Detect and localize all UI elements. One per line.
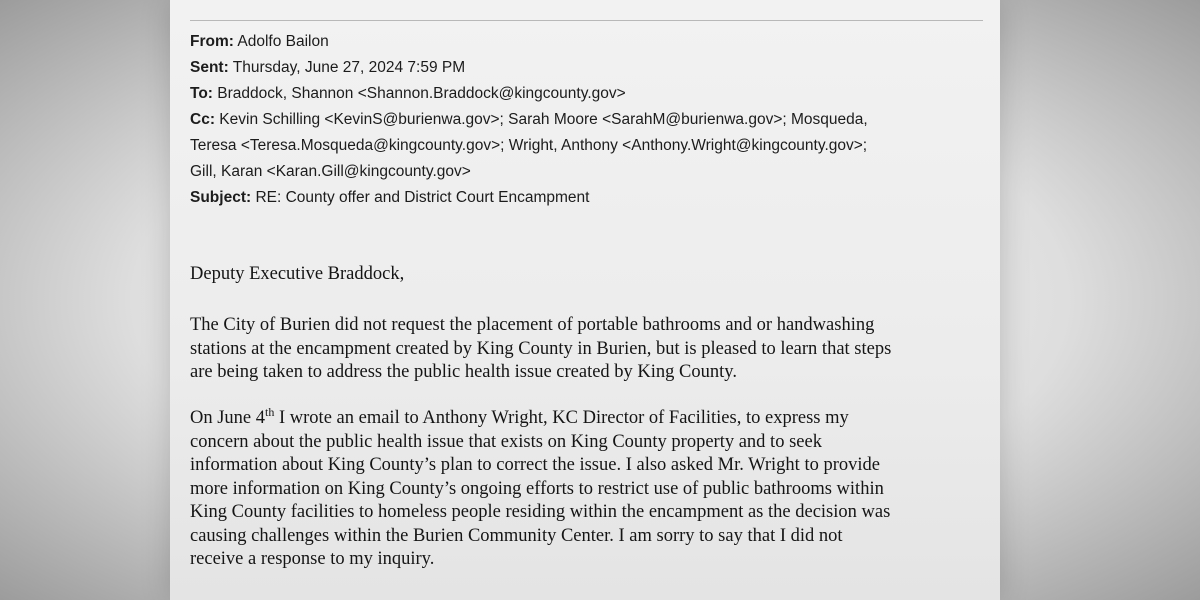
from-label: From: [190,33,234,50]
header-divider [190,20,983,21]
subject-line [190,185,990,211]
paragraph-line: stations at the encampment created by King County in Burien, but is pleased to learn that steps [190,338,892,359]
paragraph-2-start: On June 4 [190,408,266,428]
subject-label: Subject: [190,189,252,206]
email-header [190,29,990,211]
cc-label: Cc: [190,111,215,128]
paragraph-line [190,407,990,431]
paragraph-2 [190,407,990,572]
cc-line-3 [190,159,990,185]
from-line [190,29,990,55]
greeting [190,263,990,287]
from-value: Adolfo Bailon [237,33,329,50]
paragraph-line: receive a response to my inquiry. [190,549,435,569]
to-value: Braddock, Shannon <Shannon.Braddock@kingcounty.gov> [217,85,626,102]
sent-label: Sent: [190,59,229,76]
to-label: To: [190,85,213,102]
ordinal-superscript: th [265,405,275,419]
paragraph-line: are being taken to address the public health issue created by King County. [190,362,737,382]
to-line [190,81,990,107]
paragraph-line: The City of Burien did not request the placement of portable bathrooms and or handwashing [190,315,875,335]
paragraph-line: information about King County’s plan to correct the issue. I also asked Mr. Wright to provide [190,455,880,475]
paragraph-line: causing challenges within the Burien Community Center. I am sorry to say that I did not [190,525,843,546]
paragraph-1 [190,314,990,385]
paragraph-line: more information on King County’s ongoing efforts to restrict use of public bathrooms within [190,478,884,499]
greeting-text: Deputy Executive Braddock, [190,264,405,284]
cc-value-line: Kevin Schilling <KevinS@burienwa.gov>; Sarah Moore <SarahM@burienwa.gov>; Mosqueda, [219,111,868,128]
sent-line [190,55,990,81]
cc-value-line: Gill, Karan <Karan.Gill@kingcounty.gov> [190,163,471,180]
cc-line-2 [190,133,990,159]
subject-value: RE: County offer and District Court Encampment [255,189,590,206]
paragraph-line: King County facilities to homeless people residing within the encampment as the decision was [190,502,891,522]
sent-value: Thursday, June 27, 2024 7:59 PM [232,59,466,76]
paragraph-line: concern about the public health issue that exists on King County property and to seek [190,431,822,452]
paragraph-2-line1-rest: I wrote an email to Anthony Wright, KC Director of Facilities, to express my [274,408,849,428]
cc-line-1 [190,107,990,133]
email-document-page [170,0,1000,600]
cc-value-line: Teresa <Teresa.Mosqueda@kingcounty.gov>; Wright, Anthony <Anthony.Wright@kingcounty.gov>; [190,137,868,154]
